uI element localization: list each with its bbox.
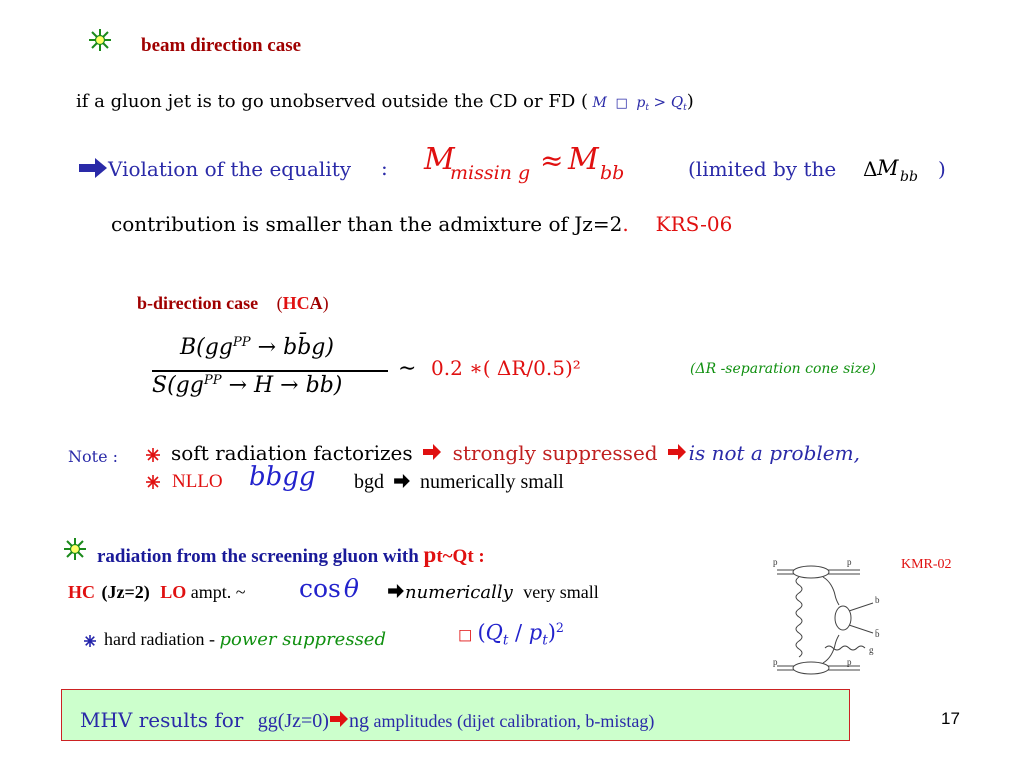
bbgg-math: bbgg <box>249 462 316 492</box>
numerically-small-text: numerically small <box>420 471 564 493</box>
violation-label: Violation of the equality <box>108 157 352 181</box>
mhv-part3: ng <box>348 710 369 732</box>
den-arrow: → H → b <box>221 373 320 398</box>
arrow-icon-1 <box>422 443 442 466</box>
beam-line1-text: if a gluon jet is to go unobserved outside the CD or FD ( <box>76 91 589 112</box>
approx-sign: ≈ <box>540 144 564 177</box>
jz2-label: (Jz=2) <box>101 582 150 602</box>
screening-bullet-icon <box>63 537 87 566</box>
numerically-text: numerically <box>405 582 513 603</box>
den-bbar: b̄ <box>319 373 334 398</box>
den-end: ) <box>333 373 343 398</box>
diagram-b-lower: b̄ <box>875 629 880 639</box>
right-arrow-icon <box>78 157 108 184</box>
note-bullet-1-icon <box>146 448 160 467</box>
limited-text: (limited by the <box>688 157 837 181</box>
contribution-text: contribution is smaller than the admixture of Jz=2 <box>111 212 623 236</box>
hca-close: ) <box>322 293 329 313</box>
num-main: B(gg <box>180 335 233 360</box>
arrow-icon-3 <box>393 471 411 494</box>
mhv-part4: amplitudes (dijet calibration, b-mistag) <box>368 711 655 731</box>
tilde-sign: ∼ <box>398 356 417 381</box>
mhv-part2: gg(Jz=0) <box>257 710 329 732</box>
diagram-p-bottom-right: p <box>847 657 852 667</box>
arrow-icon-4 <box>387 582 405 603</box>
strongly-text: strongly suppressed <box>452 441 658 465</box>
beam-line1-p: p <box>636 95 646 111</box>
qt-Q-sub: t <box>502 632 509 649</box>
contribution-line <box>111 212 732 237</box>
hca-open: ( <box>276 293 283 313</box>
diagram-p-top-right: p <box>847 557 852 567</box>
cos-text: cos <box>299 574 341 603</box>
screening-title-text: radiation from the screening gluon with <box>97 546 419 567</box>
qt-open: ( <box>477 620 486 645</box>
hca-hc: HC <box>282 293 310 313</box>
very-small-text: very small <box>523 582 599 602</box>
mhv-arrow-icon <box>329 711 349 732</box>
screening-colon: : <box>478 546 485 567</box>
den-main: S(gg <box>152 373 204 398</box>
contribution-dot: . <box>622 212 629 236</box>
bdir-title-line <box>137 293 329 314</box>
num-end: g) <box>311 335 334 360</box>
limited-close: ) <box>938 157 946 181</box>
qt-p: p <box>528 620 543 645</box>
bb-subscript: bb <box>600 162 625 184</box>
delta-m-sub: bb <box>900 169 918 185</box>
feynman-diagram <box>765 553 885 683</box>
beam-line1-p-sub: t <box>645 103 650 114</box>
soft-text: soft radiation factorizes <box>171 441 413 465</box>
hard-radiation-text: hard radiation - <box>104 629 215 649</box>
beam-line1-m: M <box>592 95 607 111</box>
missing-subscript: missin g <box>450 162 531 184</box>
page-number: 17 <box>941 709 960 728</box>
screening-title <box>97 542 485 568</box>
theta-symbol: θ <box>343 574 359 603</box>
ratio-fraction <box>150 335 395 407</box>
note-bullet-2-icon <box>146 475 160 494</box>
qt-Q: Q <box>485 620 503 645</box>
bdir-title: b-direction case <box>137 293 259 313</box>
arrow-icon-2 <box>667 443 687 466</box>
beam-line1-gt-q: > Q <box>653 93 684 111</box>
hca-a: A <box>309 293 323 313</box>
kmr-ref: KMR-02 <box>901 557 952 572</box>
beam-line1-close: ) <box>686 91 694 112</box>
mhv-text <box>80 708 654 733</box>
beam-line1: if a gluon jet is to go unobserved outside the CD or FD ( M □ $p_t > Q_t$) <box>76 91 694 114</box>
m-missing: M <box>424 142 455 177</box>
diagram-p-bottom-left: p <box>773 657 778 667</box>
m-bb: M <box>568 142 599 177</box>
num-bbar: b̄ <box>297 335 312 360</box>
ratio-value: 0.2 ∗( ΔR/0.5)² <box>431 356 581 380</box>
qt-slash: / <box>508 620 529 645</box>
den-sup: PP <box>203 373 222 389</box>
screening-pt: p <box>423 542 437 567</box>
beam-direction-title: beam direction case <box>141 35 302 56</box>
cos-theta <box>299 574 359 604</box>
hard-radiation-line <box>104 629 386 650</box>
hc-line <box>68 582 245 603</box>
fraction-line <box>152 370 388 372</box>
nllo-label: NLLO <box>172 471 223 492</box>
violation-colon: : <box>381 156 388 180</box>
separation-note: (ΔR -separation cone size) <box>690 361 876 377</box>
screening-tqt: t~Qt <box>436 546 474 567</box>
num-arrow: → b <box>250 335 298 360</box>
diagram-b-upper: b <box>875 595 880 605</box>
qt-pt-expression: □ $(Q_t / p_t)^2$ <box>458 620 564 649</box>
bgd-line <box>354 471 564 494</box>
mhv-part1: MHV results for <box>80 708 250 732</box>
fraction-numerator <box>180 335 334 360</box>
numerically-line <box>387 582 599 603</box>
hc-label: HC <box>68 582 95 602</box>
diagram-p-top-left: p <box>773 557 778 567</box>
delta-symbol: Δ <box>863 157 878 181</box>
note-label: Note : <box>68 447 119 466</box>
delta-m: M <box>877 156 899 180</box>
num-sup: PP <box>232 335 251 351</box>
fraction-denominator <box>152 373 342 398</box>
not-problem-text: is not a problem, <box>688 441 860 465</box>
qt-square: 2 <box>555 620 564 635</box>
bgd-text: bgd <box>354 471 384 493</box>
power-suppressed-text: power suppressed <box>219 629 386 650</box>
ampt-label: ampt. ~ <box>190 582 246 602</box>
beam-bullet-icon <box>88 28 112 57</box>
qt-p-sub: t <box>542 632 548 649</box>
qt-close: ) <box>547 620 556 645</box>
hard-bullet-icon <box>84 634 96 652</box>
diagram-g-label: g <box>869 645 874 655</box>
krs-ref: KRS-06 <box>655 212 733 236</box>
lo-label: LO <box>160 582 187 602</box>
beam-line1-q-sub: t <box>683 103 687 114</box>
